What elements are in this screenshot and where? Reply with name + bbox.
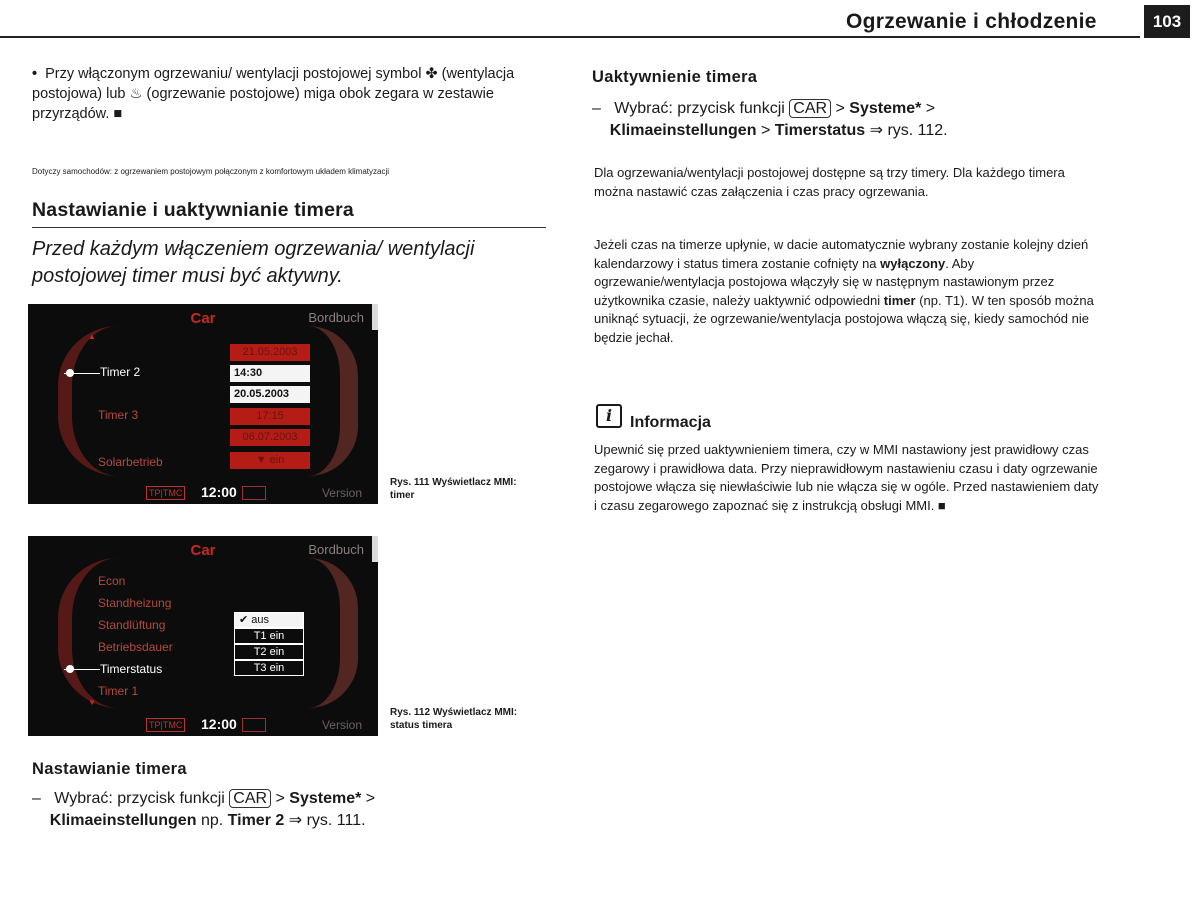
step-gt: > [365, 790, 376, 807]
step-systeme: Systeme* [289, 790, 362, 807]
page-header-title: Ogrzewanie i chłodzenie [846, 10, 1097, 33]
tp-tmc-badge: TP|TMC [146, 718, 185, 732]
info-icon: i [596, 404, 622, 428]
version-label: Version [321, 486, 362, 500]
car-key-button: CAR [789, 99, 831, 118]
value-date-3: 06.07.2003 [230, 429, 310, 446]
step-dash: – [592, 100, 601, 117]
value-date-2[interactable]: 20.05.2003 [230, 386, 310, 403]
option-t1-ein[interactable]: T1 ein [234, 628, 304, 644]
bullet-dot-icon: • [32, 66, 38, 82]
step-gt: > [275, 790, 285, 807]
status-bar [28, 482, 378, 504]
value-time-1[interactable]: 14:30 [230, 365, 310, 382]
menu-item-timer3[interactable]: Timer 3 [98, 408, 139, 422]
page-number: 103 [1144, 5, 1190, 38]
left-arc-decoration [58, 326, 118, 476]
option-t3-ein[interactable]: T3 ein [234, 660, 304, 676]
info-text: Upewnić się przed uaktywnieniem timera, czy w MMI nastawiony jest prawidłowy czas zegarowy i prawidłowa data. Przy nieprawidłowym nastawieniu czasu i daty ogrzewanie postojowe włącza się niewłaściwie lub nie włącza się w ogóle. Przed nastawieniem daty i czasu zegarowego zapoznać się z instrukcją obsługi MMI. ■ [594, 442, 1099, 513]
expiry-text-e: (np. T1). W ten sposób można uniknąć sytuacji, że ogrzewanie/wentylacja postojowa włączą się, kiedy samochód nie będzie jechał. [594, 292, 1094, 345]
menu-item-timer1[interactable]: Timer 1 [98, 684, 139, 698]
menu-item-standlueftung[interactable]: Standlüftung [98, 618, 166, 632]
mmi-screen-timer [28, 304, 378, 504]
step-ref: ⇒ rys. 112. [869, 122, 948, 139]
right-arc-decoration [308, 558, 358, 708]
clock-time: 12:00 [201, 716, 237, 732]
value-status: ▼ ein [230, 452, 310, 469]
bullet-text: Przy włączonym ogrzewaniu/ wentylacji postojowej symbol ✤ (wentylacja postojowa) lub ♨ (ogrzewanie postojowe) miga obok zegara w zestawie przyrządów. ■ [32, 66, 515, 122]
arrow-up-icon: ▲ [88, 332, 96, 341]
signal-icon [242, 486, 266, 500]
step-gt: > [835, 100, 845, 117]
lead-text: Przed każdym włączeniem ogrzewania/ wentylacji postojowej timer musi być aktywny. [32, 238, 475, 287]
step-gt: > [760, 122, 771, 139]
subsection-title-setting: Nastawianie timera [32, 760, 187, 778]
info-title: Informacja [630, 414, 711, 431]
expiry-bold-timer: timer [883, 292, 916, 308]
option-t2-ein[interactable]: T2 ein [234, 644, 304, 660]
menu-item-standheizung[interactable]: Standheizung [98, 596, 172, 610]
clock-time: 12:00 [201, 484, 237, 500]
step-systeme: Systeme* [849, 100, 922, 117]
selection-dot-icon [66, 369, 74, 377]
step-status: Timerstatus [774, 122, 866, 139]
option-aus[interactable]: ✔ aus [234, 612, 304, 628]
step-ref: ⇒ rys. 111. [288, 812, 366, 829]
subsection-title-activate: Uaktywnienie timera [592, 68, 758, 86]
status-bar [28, 714, 378, 736]
section-title: Nastawianie i uaktywnianie timera [32, 199, 354, 221]
signal-icon [242, 718, 266, 732]
menu-item-timerstatus[interactable]: Timerstatus [100, 662, 163, 676]
menu-item-solarbetrieb[interactable]: Solarbetrieb [98, 455, 163, 469]
value-date-1: 21.05.2003 [230, 344, 310, 361]
menu-item-econ[interactable]: Econ [98, 574, 126, 588]
version-label: Version [321, 718, 362, 732]
menu-item-timer2[interactable]: Timer 2 [100, 365, 141, 379]
mmi-screen-timerstatus [28, 536, 378, 736]
step-dash: – [32, 790, 41, 807]
screen-title: Car [190, 542, 216, 559]
menu-item-betriebsdauer[interactable]: Betriebsdauer [98, 640, 173, 654]
step-timer: Timer 2 [227, 812, 285, 829]
step-text: Wybrać: przycisk funkcji [54, 790, 225, 807]
header-rule [0, 36, 1140, 38]
applies-note: Dotyczy samochodów: z ogrzewaniem postojowym połączonym z komfortowym układem klimatyzacji [32, 167, 390, 176]
expiry-paragraph [594, 236, 1104, 347]
section-rule [32, 227, 546, 228]
screen-title-right: Bordbuch [308, 542, 364, 557]
expiry-text-c: . Aby ogrzewanie/wentylacja postojowa włączyły się w następnym nastawionym przez użytkownika czasie, należy uaktywnić odpowiedni [594, 255, 1055, 308]
arrow-down-icon: ▼ [88, 698, 96, 707]
step-klima: Klimaeinstellungen [49, 812, 197, 829]
step-np: np. [200, 812, 224, 829]
figure-caption-111: Rys. 111 Wyświetlacz MMI: timer [390, 477, 517, 501]
value-time-2: 17:15 [230, 408, 310, 425]
expiry-text-a: Jeżeli czas na timerze upłynie, w dacie automatycznie wybrany zostanie kolejny dzień kalendarzowy i status timera zostanie cofnięty na [594, 237, 1089, 271]
screen-title-right: Bordbuch [308, 310, 364, 325]
right-arc-decoration [308, 326, 358, 476]
setting-step [32, 788, 552, 832]
scroll-indicator [372, 536, 378, 562]
figure-caption-112: Rys. 112 Wyświetlacz MMI: status timera [390, 707, 518, 731]
tp-tmc-badge: TP|TMC [146, 486, 185, 500]
bullet-paragraph [32, 64, 542, 124]
activate-step [592, 98, 1112, 142]
screen-title: Car [190, 310, 216, 327]
step-klima: Klimaeinstellungen [609, 122, 757, 139]
scroll-indicator [372, 304, 378, 330]
selection-dot-icon [66, 665, 74, 673]
car-key-button: CAR [229, 789, 271, 808]
step-gt: > [925, 100, 936, 117]
timers-paragraph: Dla ogrzewania/wentylacji postojowej dostępne są trzy timery. Dla każdego timera można nastawić czas załączenia i czas pracy ogrzewania. [594, 165, 1065, 199]
expiry-bold-off: wyłączony [880, 255, 946, 271]
step-text: Wybrać: przycisk funkcji [614, 100, 785, 117]
